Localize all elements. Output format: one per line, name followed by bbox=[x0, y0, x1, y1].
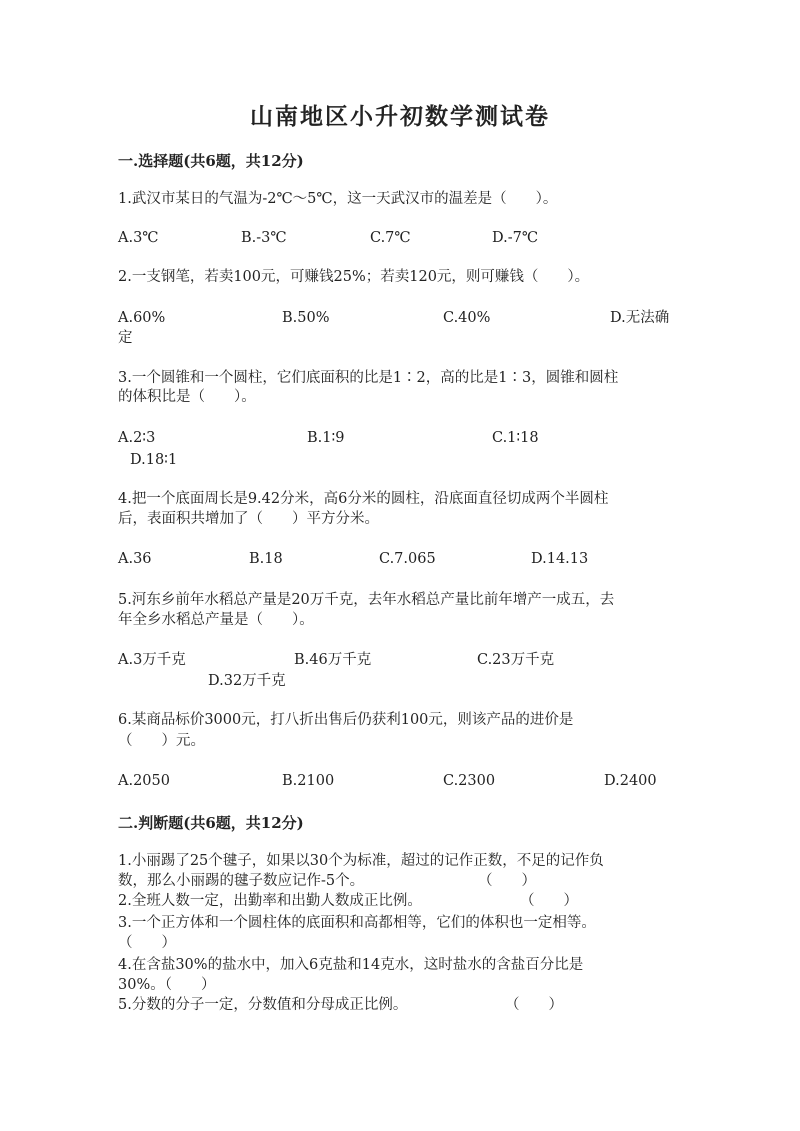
question-4-stem-line-2: 后，表面积共增加了（ ）平方分米。 bbox=[118, 511, 379, 527]
question-2-stem: 2.一支钢笔，若卖100元，可赚钱25%；若卖120元，则可赚钱（ ）。 bbox=[118, 269, 590, 285]
question-2-option-d-wrap: 定 bbox=[118, 330, 133, 346]
question-4-option-b: B.18 bbox=[249, 551, 283, 567]
question-4-option-d: D.14.13 bbox=[531, 551, 589, 567]
question-5-option-c: C.23万千克 bbox=[477, 652, 555, 668]
page-title: 山南地区小升初数学测试卷 bbox=[250, 103, 550, 130]
section-heading-multiple-choice: 一.选择题(共6题，共12分) bbox=[118, 152, 304, 170]
question-6-stem-line-2: （ ）元。 bbox=[118, 733, 205, 749]
judge-2-answer-blank: （ ） bbox=[520, 893, 578, 909]
question-6-option-c: C.2300 bbox=[443, 773, 496, 789]
question-1-option-c: C.7℃ bbox=[370, 230, 411, 246]
judge-5-line: 5.分数的分子一定，分数值和分母成正比例。 bbox=[118, 997, 408, 1013]
question-4-stem-line-1: 4.把一个底面周长是9.42分米，高6分米的圆柱，沿底面直径切成两个半圆柱 bbox=[118, 491, 609, 507]
judge-1-line-1: 1.小丽踢了25个毽子，如果以30个为标准，超过的记作正数，不足的记作负 bbox=[118, 853, 604, 869]
judge-1-answer-blank: （ ） bbox=[478, 873, 536, 889]
question-2-option-c: C.40% bbox=[443, 310, 491, 326]
question-5-option-d: D.32万千克 bbox=[208, 673, 286, 689]
judge-3-answer-blank: （ ） bbox=[118, 935, 176, 951]
question-2-option-a: A.60% bbox=[118, 310, 166, 326]
judge-4-line-2: 30%。（ ） bbox=[118, 977, 216, 993]
question-1-option-d: D.-7℃ bbox=[492, 230, 539, 246]
question-1-stem: 1.武汉市某日的气温为-2℃～5℃，这一天武汉市的温差是（ ）。 bbox=[118, 191, 558, 207]
judge-1-line-2: 数，那么小丽踢的毽子数应记作-5个。 bbox=[118, 873, 365, 889]
question-5-stem-line-2: 年全乡水稻总产量是（ ）。 bbox=[118, 612, 314, 628]
judge-5-answer-blank: （ ） bbox=[505, 997, 563, 1013]
question-3-stem-line-1: 3.一个圆锥和一个圆柱，它们底面积的比是1∶2，高的比是1∶3，圆锥和圆柱 bbox=[118, 370, 619, 386]
question-5-option-a: A.3万千克 bbox=[118, 652, 186, 668]
question-6-stem-line-1: 6.某商品标价3000元，打八折出售后仍获利100元，则该产品的进价是 bbox=[118, 712, 574, 728]
question-3-option-d: D.18∶1 bbox=[130, 452, 178, 468]
question-4-option-c: C.7.065 bbox=[379, 551, 436, 567]
question-2-option-d: D.无法确 bbox=[610, 310, 670, 326]
question-3-option-a: A.2∶3 bbox=[118, 430, 156, 446]
question-3-stem-line-2: 的体积比是（ ）。 bbox=[118, 389, 256, 405]
question-3-option-c: C.1∶18 bbox=[492, 430, 539, 446]
section-heading-true-false: 二.判断题(共6题，共12分) bbox=[118, 814, 304, 832]
question-5-option-b: B.46万千克 bbox=[294, 652, 372, 668]
question-5-stem-line-1: 5.河东乡前年水稻总产量是20万千克，去年水稻总产量比前年增产一成五，去 bbox=[118, 592, 615, 608]
judge-4-line-1: 4.在含盐30%的盐水中，加入6克盐和14克水，这时盐水的含盐百分比是 bbox=[118, 957, 584, 973]
question-6-option-b: B.2100 bbox=[282, 773, 335, 789]
question-2-option-b: B.50% bbox=[282, 310, 330, 326]
question-1-option-a: A.3℃ bbox=[118, 230, 159, 246]
judge-3-line: 3.一个正方体和一个圆柱体的底面积和高都相等，它们的体积也一定相等。 bbox=[118, 915, 596, 931]
judge-2-line: 2.全班人数一定，出勤率和出勤人数成正比例。 bbox=[118, 893, 422, 909]
question-3-option-b: B.1∶9 bbox=[307, 430, 345, 446]
question-1-option-b: B.-3℃ bbox=[241, 230, 287, 246]
question-4-option-a: A.36 bbox=[118, 551, 152, 567]
question-6-option-a: A.2050 bbox=[118, 773, 170, 789]
question-6-option-d: D.2400 bbox=[604, 773, 657, 789]
